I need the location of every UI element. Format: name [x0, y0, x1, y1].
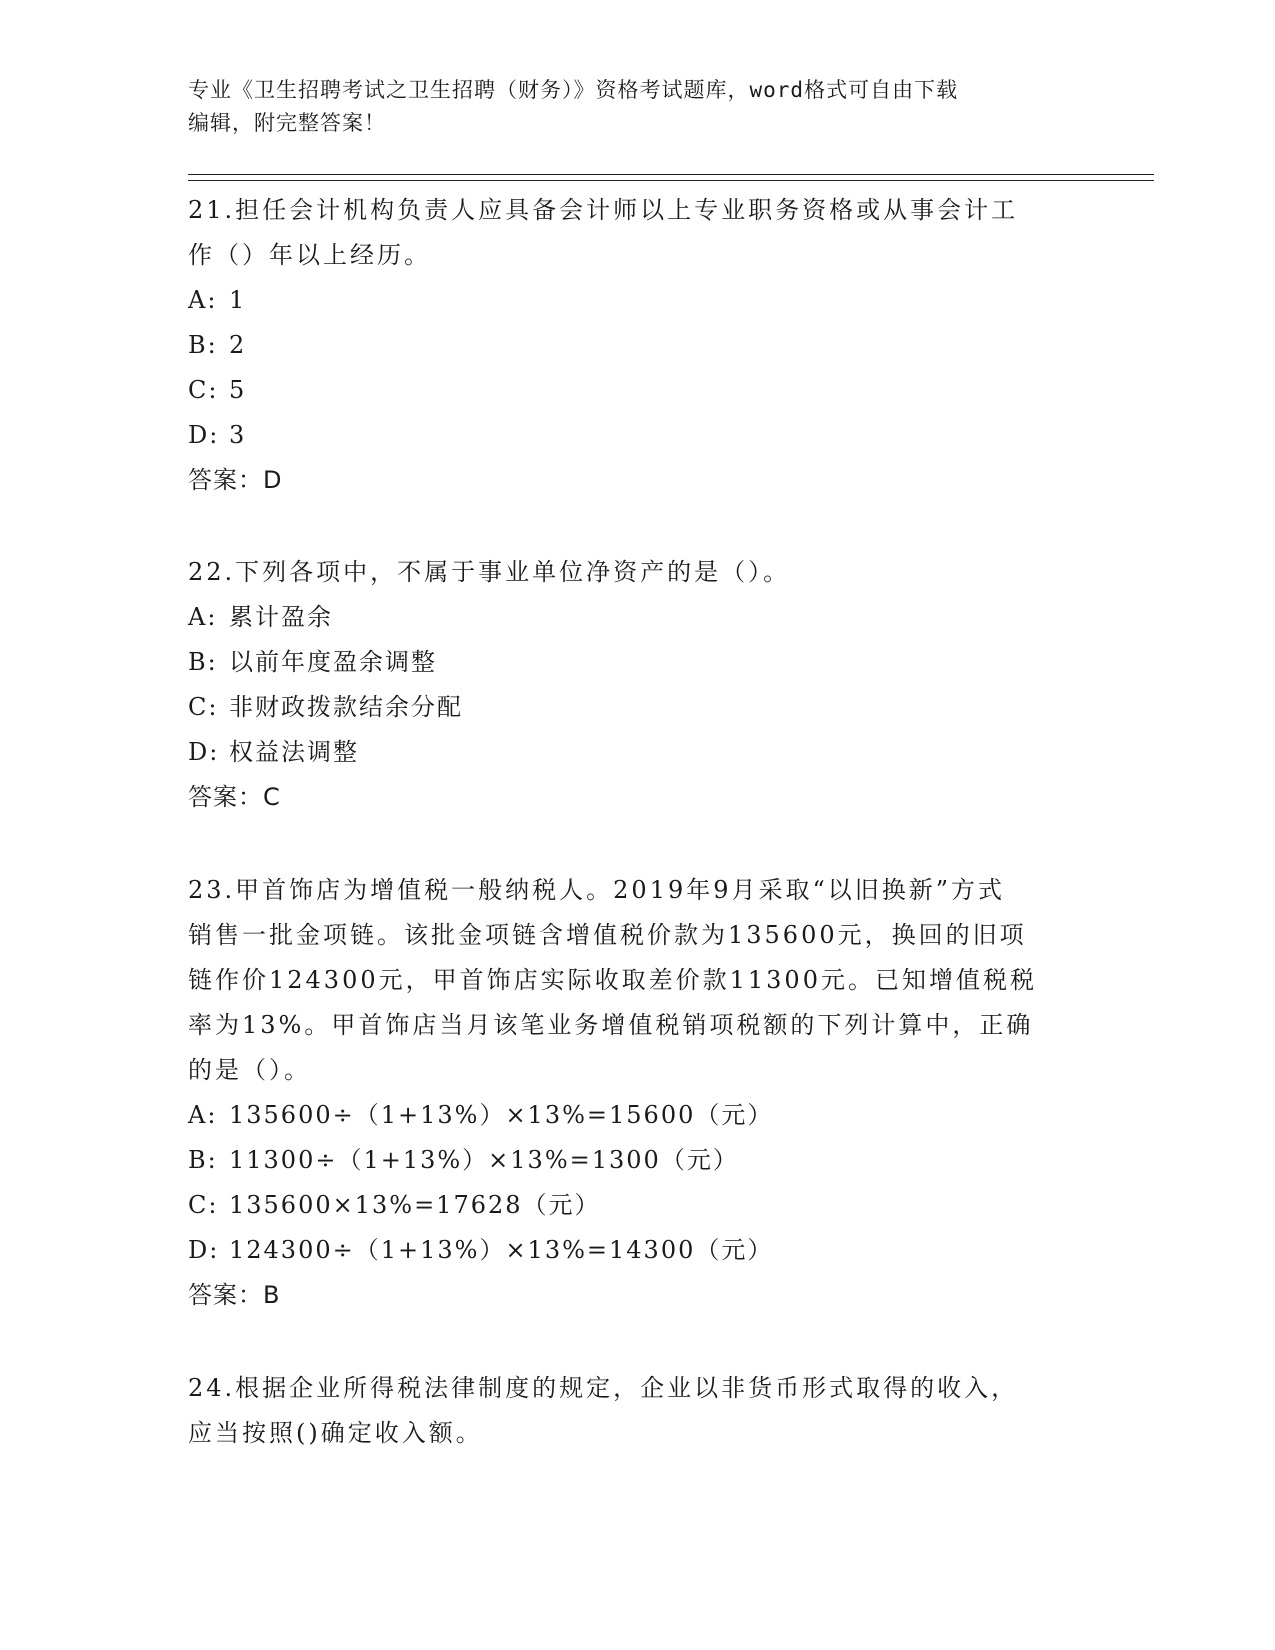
question-text-line: 21.担任会计机构负责人应具备会计师以上专业职务资格或从事会计工	[188, 196, 1019, 224]
option-key: D:	[188, 1236, 220, 1264]
question-text	[188, 1366, 1088, 1456]
option-text: 2	[229, 331, 247, 359]
option-text: 权益法调整	[229, 738, 359, 766]
option-key: C:	[188, 376, 219, 404]
option-text: 124300÷（1+13%）×13%=14300（元）	[229, 1236, 774, 1264]
question-text-line: 应当按照()确定收入额。	[188, 1419, 483, 1447]
option-text: 非财政拨款结余分配	[229, 693, 463, 721]
option-key: A:	[188, 603, 218, 631]
option-key: D:	[188, 738, 220, 766]
question-text	[188, 868, 1088, 1093]
question-text-line: 销售一批金项链。该批金项链含增值税价款为135600元，换回的旧项	[188, 921, 1027, 949]
question-text-line: 24.根据企业所得税法律制度的规定，企业以非货币形式取得的收入，	[188, 1374, 1019, 1402]
option-key: C:	[188, 693, 219, 721]
option-key: B:	[188, 648, 218, 676]
option-d	[188, 1228, 1088, 1273]
question-text-line: 作（）年以上经历。	[188, 241, 431, 269]
option-b	[188, 640, 1088, 685]
option-key: D:	[188, 421, 220, 449]
option-a	[188, 278, 1088, 323]
option-key: C:	[188, 1191, 219, 1219]
option-text: 3	[229, 421, 247, 449]
option-c	[188, 1183, 1088, 1228]
question-21	[188, 188, 1088, 503]
option-key: B:	[188, 1146, 218, 1174]
header-line-2: 编辑，附完整答案！	[188, 111, 386, 135]
answer-line: 答案：B	[188, 1281, 281, 1309]
question-text-line: 23.甲首饰店为增值税一般纳税人。2019年9月采取“以旧换新”方式	[188, 876, 1006, 904]
question-24	[188, 1366, 1088, 1456]
question-text	[188, 550, 1088, 595]
question-text	[188, 188, 1088, 278]
option-text: 1	[229, 286, 247, 314]
option-text: 11300÷（1+13%）×13%=1300（元）	[229, 1146, 739, 1174]
answer-line: 答案：C	[188, 783, 281, 811]
option-text: 135600÷（1+13%）×13%=15600（元）	[229, 1101, 774, 1129]
header-line-1: 专业《卫生招聘考试之卫生招聘（财务）》资格考试题库，word格式可自由下载	[188, 78, 959, 102]
option-key: B:	[188, 331, 218, 359]
option-key: A:	[188, 286, 218, 314]
option-d	[188, 730, 1088, 775]
option-b	[188, 1138, 1088, 1183]
option-key: A:	[188, 1101, 218, 1129]
option-text: 5	[229, 376, 247, 404]
option-a	[188, 595, 1088, 640]
question-text-line: 链作价124300元，甲首饰店实际收取差价款11300元。已知增值税税	[188, 966, 1037, 994]
option-a	[188, 1093, 1088, 1138]
option-text: 以前年度盈余调整	[229, 648, 437, 676]
header-divider-top	[188, 174, 1154, 175]
answer-line: 答案：D	[188, 466, 283, 494]
header-divider-bottom	[188, 180, 1154, 181]
question-23	[188, 868, 1088, 1318]
document-header	[188, 74, 1068, 140]
option-c	[188, 368, 1088, 413]
option-d	[188, 413, 1088, 458]
question-text-line: 率为13%。甲首饰店当月该笔业务增值税销项税额的下列计算中，正确	[188, 1011, 1034, 1039]
option-text: 135600×13%=17628（元）	[229, 1191, 601, 1219]
option-b	[188, 323, 1088, 368]
question-text-line: 22.下列各项中，不属于事业单位净资产的是（）。	[188, 558, 791, 586]
question-22	[188, 550, 1088, 820]
option-text: 累计盈余	[229, 603, 333, 631]
question-text-line: 的是（）。	[188, 1056, 311, 1084]
option-c	[188, 685, 1088, 730]
